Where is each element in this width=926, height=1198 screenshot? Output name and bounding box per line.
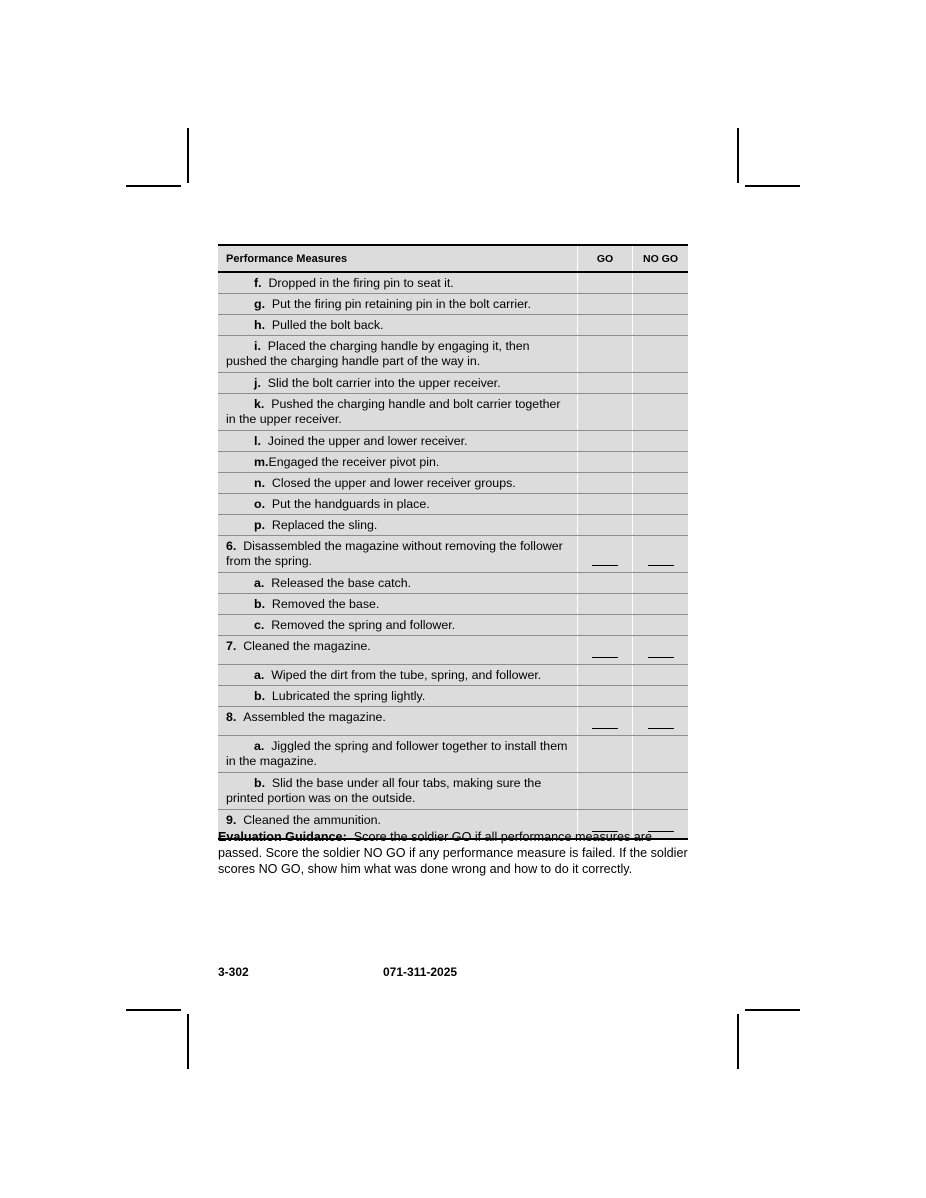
go-cell[interactable] — [578, 636, 633, 664]
nogo-blank[interactable] — [648, 564, 674, 566]
measure-marker: m. — [254, 455, 269, 469]
measure-text: Slid the base under all four tabs, making sure the printed portion was on the outside. — [226, 776, 542, 805]
table-row — [218, 615, 688, 636]
nogo-cell — [633, 686, 688, 706]
measure-text: Replaced the sling. — [271, 518, 378, 532]
nogo-cell — [633, 394, 688, 430]
measure-cell — [218, 373, 578, 393]
measure-cell — [218, 773, 578, 809]
go-cell — [578, 473, 633, 493]
measure-text: Pushed the charging handle and bolt carrier together in the upper receiver. — [226, 397, 561, 426]
nogo-cell — [633, 773, 688, 809]
go-blank[interactable] — [592, 564, 618, 566]
table-row — [218, 452, 688, 473]
crop-mark — [187, 128, 189, 183]
measure-marker: g. — [254, 297, 266, 311]
measure-marker: 6. — [226, 539, 237, 553]
crop-mark — [737, 1014, 739, 1069]
nogo-blank[interactable] — [648, 656, 674, 658]
header-measures: Performance Measures — [218, 246, 578, 271]
measure-marker: a. — [254, 739, 265, 753]
measure-text: Closed the upper and lower receiver groups. — [271, 476, 516, 490]
guidance-label: Evaluation Guidance: — [218, 830, 347, 844]
measure-marker: k. — [254, 397, 265, 411]
measure-marker: a. — [254, 576, 265, 590]
measure-cell — [218, 615, 578, 635]
table-header — [218, 246, 688, 273]
measure-text: Joined the upper and lower receiver. — [267, 434, 468, 448]
measure-marker: b. — [254, 689, 266, 703]
nogo-cell — [633, 473, 688, 493]
header-go: GO — [578, 246, 633, 271]
table-row — [218, 294, 688, 315]
crop-mark — [126, 1009, 181, 1011]
go-cell — [578, 686, 633, 706]
nogo-cell — [633, 452, 688, 472]
measure-marker: b. — [254, 776, 266, 790]
task-number: 071-311-2025 — [383, 965, 458, 979]
nogo-cell — [633, 615, 688, 635]
measure-marker: 8. — [226, 710, 237, 724]
go-cell — [578, 515, 633, 535]
measure-marker: i. — [254, 339, 261, 353]
measure-cell — [218, 294, 578, 314]
measure-text: Slid the bolt carrier into the upper receiver. — [267, 376, 501, 390]
go-blank[interactable] — [592, 727, 618, 729]
crop-mark — [126, 185, 181, 187]
nogo-cell — [633, 594, 688, 614]
table-row — [218, 536, 688, 573]
go-cell — [578, 273, 633, 293]
go-cell — [578, 736, 633, 772]
measure-marker: f. — [254, 276, 262, 290]
nogo-cell[interactable] — [633, 707, 688, 735]
go-cell — [578, 665, 633, 685]
measure-cell — [218, 336, 578, 372]
nogo-cell — [633, 736, 688, 772]
performance-measures-table — [218, 244, 688, 840]
measure-text: Wiped the dirt from the tube, spring, and follower. — [271, 668, 542, 682]
measure-marker: n. — [254, 476, 266, 490]
measure-text: Put the firing pin retaining pin in the bolt carrier. — [271, 297, 531, 311]
go-cell[interactable] — [578, 536, 633, 572]
measure-text: Dropped in the firing pin to seat it. — [268, 276, 454, 290]
nogo-cell — [633, 336, 688, 372]
go-cell — [578, 573, 633, 593]
go-cell — [578, 615, 633, 635]
measure-text: Placed the charging handle by engaging it, then pushed the charging handle part of the way in. — [226, 339, 530, 368]
nogo-cell — [633, 573, 688, 593]
measure-cell — [218, 573, 578, 593]
measure-text: Engaged the receiver pivot pin. — [268, 455, 440, 469]
page-number: 3-302 — [218, 965, 249, 979]
table-row — [218, 494, 688, 515]
evaluation-guidance — [218, 829, 688, 877]
table-row — [218, 315, 688, 336]
nogo-cell — [633, 665, 688, 685]
crop-mark — [745, 185, 800, 187]
measure-cell — [218, 736, 578, 772]
measure-cell — [218, 636, 578, 664]
nogo-cell — [633, 431, 688, 451]
table-body — [218, 273, 688, 838]
crop-mark — [737, 128, 739, 183]
table-row — [218, 373, 688, 394]
go-cell — [578, 373, 633, 393]
measure-cell — [218, 686, 578, 706]
measure-text: Removed the base. — [271, 597, 380, 611]
go-cell — [578, 394, 633, 430]
table-row — [218, 473, 688, 494]
nogo-cell — [633, 515, 688, 535]
measure-cell — [218, 707, 578, 735]
table-row — [218, 665, 688, 686]
nogo-cell — [633, 315, 688, 335]
measure-marker: l. — [254, 434, 261, 448]
measure-marker: o. — [254, 497, 266, 511]
nogo-cell — [633, 273, 688, 293]
measure-marker: p. — [254, 518, 266, 532]
table-row — [218, 394, 688, 431]
go-blank[interactable] — [592, 656, 618, 658]
go-cell — [578, 594, 633, 614]
go-cell — [578, 431, 633, 451]
table-row — [218, 515, 688, 536]
measure-cell — [218, 431, 578, 451]
table-row — [218, 594, 688, 615]
measure-marker: a. — [254, 668, 265, 682]
table-row — [218, 736, 688, 773]
table-row — [218, 336, 688, 373]
table-row — [218, 273, 688, 294]
crop-mark — [187, 1014, 189, 1069]
measure-text: Cleaned the ammunition. — [243, 813, 381, 827]
table-row — [218, 431, 688, 452]
go-cell — [578, 294, 633, 314]
table-row — [218, 707, 688, 736]
go-cell — [578, 773, 633, 809]
go-cell — [578, 336, 633, 372]
measure-marker: h. — [254, 318, 266, 332]
measure-cell — [218, 536, 578, 572]
measure-cell — [218, 515, 578, 535]
measure-text: Put the handguards in place. — [271, 497, 430, 511]
go-cell — [578, 315, 633, 335]
table-row — [218, 773, 688, 810]
measure-text: Cleaned the magazine. — [243, 639, 371, 653]
table-row — [218, 686, 688, 707]
measure-marker: c. — [254, 618, 265, 632]
table-row — [218, 573, 688, 594]
measure-text: Disassembled the magazine without removing the follower from the spring. — [226, 539, 563, 568]
guidance-text: Score the soldier GO if all performance measures are passed. Score the soldier NO GO if any performance measure is failed. If the soldier scores NO GO, show him what was done wrong and how to do it correctly. — [218, 830, 688, 876]
measure-text: Jiggled the spring and follower together to install them in the magazine. — [226, 739, 568, 768]
measure-marker: 7. — [226, 639, 237, 653]
header-nogo: NO GO — [642, 252, 678, 265]
measure-text: Released the base catch. — [271, 576, 412, 590]
nogo-cell — [633, 494, 688, 514]
measure-cell — [218, 315, 578, 335]
go-cell — [578, 494, 633, 514]
measure-marker: j. — [254, 376, 261, 390]
measure-cell — [218, 494, 578, 514]
nogo-cell[interactable] — [633, 536, 688, 572]
nogo-cell — [633, 373, 688, 393]
measure-cell — [218, 273, 578, 293]
measure-text: Pulled the bolt back. — [271, 318, 384, 332]
measure-cell — [218, 394, 578, 430]
measure-cell — [218, 452, 578, 472]
measure-text: Removed the spring and follower. — [271, 618, 456, 632]
measure-cell — [218, 473, 578, 493]
go-cell — [578, 452, 633, 472]
go-cell[interactable] — [578, 707, 633, 735]
nogo-cell — [633, 294, 688, 314]
crop-mark — [745, 1009, 800, 1011]
table-row — [218, 636, 688, 665]
measure-cell — [218, 594, 578, 614]
nogo-blank[interactable] — [648, 727, 674, 729]
nogo-cell[interactable] — [633, 636, 688, 664]
measure-cell — [218, 665, 578, 685]
measure-text: Lubricated the spring lightly. — [271, 689, 426, 703]
measure-marker: 9. — [226, 813, 237, 827]
measure-text: Assembled the magazine. — [243, 710, 386, 724]
measure-marker: b. — [254, 597, 266, 611]
